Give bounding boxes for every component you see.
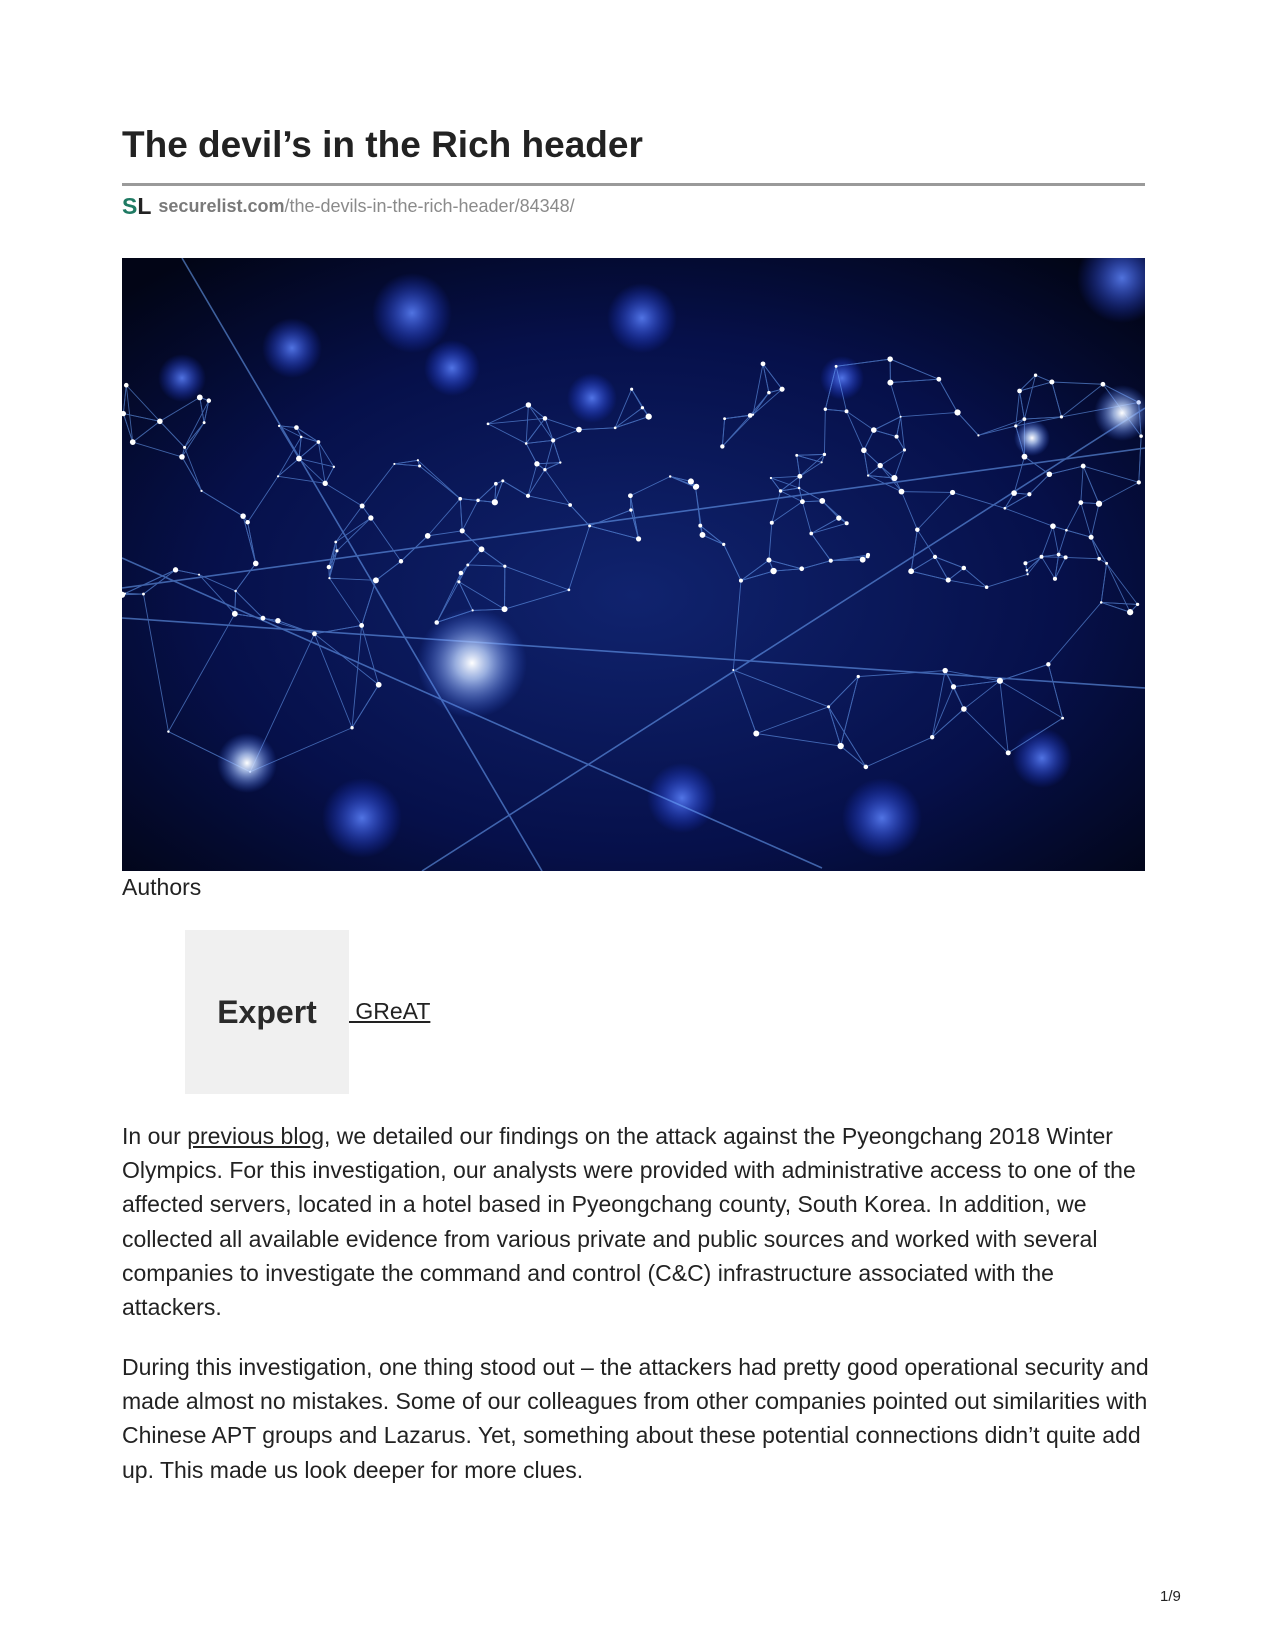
mesh-node (551, 438, 555, 442)
mesh-node (1100, 601, 1103, 604)
mesh-node (887, 356, 893, 362)
mesh-node (376, 682, 382, 688)
mesh-node (723, 417, 726, 420)
mesh-node (835, 365, 838, 368)
securelist-logo-icon: S L (122, 193, 152, 219)
mesh-node (1040, 555, 1044, 559)
mesh-node (588, 524, 591, 527)
mesh-node (1139, 434, 1143, 438)
mesh-node (459, 571, 464, 576)
mesh-node (900, 416, 902, 418)
mesh-node (1136, 603, 1139, 606)
mesh-node (1023, 561, 1027, 565)
mesh-node (694, 484, 700, 490)
mesh-node (1027, 492, 1031, 496)
mesh-node (688, 478, 694, 484)
mesh-node (891, 475, 897, 481)
mesh-node (457, 580, 460, 583)
mesh-node (824, 408, 827, 411)
mesh-node (1047, 471, 1053, 477)
mesh-node (1105, 562, 1108, 565)
source-path[interactable]: /the-devils-in-the-rich-header/84348/ (284, 195, 575, 216)
mesh-node (962, 566, 967, 571)
author-avatar[interactable] (185, 930, 349, 1094)
mesh-node (458, 497, 462, 501)
p1-rest-text: , we detailed our findings on the attack against the Pyeongchang 2018 Winter Olympics. For this investigation, our analysts were provided with administrative access to one of the affected servers, located in a hotel based in Pyeongchang county, South Korea. In addition, we collected all available evidence from various private and public sources and worked with several companies to investigate the command and control (C&C) infrastructure associated with the attackers. (122, 1123, 1136, 1321)
mesh-node (418, 464, 421, 467)
mesh-node (1101, 382, 1106, 387)
mesh-node (417, 459, 419, 461)
mesh-node (368, 515, 373, 520)
mesh-node (636, 536, 641, 541)
mesh-node (479, 546, 485, 552)
author-link-great[interactable]: GReAT (349, 998, 431, 1024)
mesh-node (878, 463, 883, 468)
mesh-node (770, 568, 776, 574)
body-paragraph-1 (122, 1119, 1152, 1324)
bokeh-light (647, 763, 717, 833)
mesh-node (899, 489, 905, 495)
mesh-node (829, 559, 833, 563)
mesh-node (525, 442, 528, 445)
mesh-node (954, 409, 960, 415)
bokeh-light (567, 373, 617, 423)
mesh-node (492, 499, 498, 505)
mesh-node (950, 490, 955, 495)
mesh-node (837, 743, 843, 749)
mesh-node (425, 533, 431, 539)
mesh-node (179, 454, 185, 460)
mesh-node (915, 527, 920, 532)
mesh-node (1026, 573, 1028, 575)
mesh-node (698, 524, 702, 528)
page-number: 1/9 (1160, 1588, 1181, 1605)
mesh-node (1081, 464, 1086, 469)
mesh-node (800, 499, 805, 504)
mesh-node (393, 463, 395, 465)
mesh-node (722, 543, 725, 546)
mesh-node (861, 448, 867, 454)
mesh-node (328, 577, 330, 579)
mesh-node (753, 731, 759, 737)
mesh-node (197, 394, 203, 400)
mesh-node (526, 494, 530, 498)
mesh-node (203, 421, 206, 424)
mesh-node (323, 481, 328, 486)
mesh-node (124, 383, 129, 388)
mesh-node (543, 416, 548, 421)
mesh-node (234, 590, 237, 593)
mesh-node (124, 593, 126, 595)
mesh-node (1137, 480, 1141, 484)
mesh-node (1034, 374, 1037, 377)
bokeh-light (372, 273, 452, 353)
mesh-node (335, 549, 338, 552)
bokeh-light (262, 318, 322, 378)
mesh-node (985, 585, 989, 589)
mesh-node (173, 567, 178, 572)
mesh-node (871, 427, 877, 433)
p1-lead-text: In our (122, 1123, 188, 1149)
mesh-node (946, 578, 951, 583)
mesh-node (350, 726, 353, 729)
mesh-node (942, 668, 947, 673)
mesh-node (200, 490, 202, 492)
mesh-node (629, 508, 632, 511)
mesh-node (526, 402, 531, 407)
mesh-node (961, 706, 967, 712)
network-mesh-image (122, 258, 1145, 871)
mesh-node (568, 589, 571, 592)
mesh-node (232, 611, 238, 617)
mesh-node (614, 426, 617, 429)
mesh-node (1006, 750, 1011, 755)
previous-blog-link[interactable]: previous blog (187, 1123, 325, 1149)
mesh-node (933, 555, 937, 559)
mesh-node (373, 577, 379, 583)
light-flare (217, 733, 277, 793)
mesh-node (245, 520, 249, 524)
mesh-node (903, 448, 906, 451)
mesh-node (360, 504, 365, 509)
mesh-node (767, 391, 771, 395)
article-title: The devil’s in the Rich header (122, 124, 643, 165)
mesh-node (1014, 424, 1017, 427)
mesh-node (766, 558, 771, 563)
mesh-node (501, 479, 504, 482)
mesh-node (761, 361, 766, 366)
bokeh-light (322, 778, 402, 858)
mesh-node (641, 406, 644, 409)
mesh-node (1017, 389, 1022, 394)
mesh-node (1060, 415, 1063, 418)
mesh-node (1127, 609, 1133, 615)
mesh-node (476, 499, 479, 502)
mesh-node (770, 477, 772, 479)
bokeh-light (1012, 728, 1072, 788)
mesh-node (951, 684, 956, 689)
source-line[interactable] (122, 195, 575, 217)
mesh-node (1078, 500, 1083, 505)
mesh-node (559, 461, 561, 463)
mesh-node (576, 427, 582, 433)
expert-badge-text: Expert (217, 993, 317, 1030)
mesh-node (1003, 507, 1006, 510)
mesh-node (1061, 717, 1064, 720)
mesh-node (568, 503, 572, 507)
mesh-node (1057, 553, 1061, 557)
mesh-node (399, 559, 403, 563)
mesh-node (860, 557, 866, 563)
mesh-node (908, 568, 914, 574)
mesh-node (795, 454, 798, 457)
mesh-node (845, 409, 849, 413)
mesh-node (312, 631, 317, 636)
mesh-node (857, 675, 860, 678)
mesh-node (819, 498, 825, 504)
mesh-node (261, 616, 266, 621)
bokeh-light (607, 283, 677, 353)
mesh-node (748, 413, 753, 418)
mesh-node (334, 541, 337, 544)
mesh-node (827, 705, 830, 708)
body-paragraph-2: During this investigation, one thing stood out – the attackers had pretty good operational security and made almost no mistakes. Some of our colleagues from other companies pointed out similarities with Chinese APT groups and Lazarus. Yet, something about these potential connections didn’t quite add up. This made us look deeper for more clues. (122, 1354, 1149, 1483)
mesh-node (770, 521, 774, 525)
authors-label: Authors (122, 874, 202, 900)
mesh-node (503, 565, 506, 568)
mesh-node (543, 468, 546, 471)
mesh-node (732, 669, 734, 671)
mesh-node (333, 466, 335, 468)
mesh-node (1096, 501, 1102, 507)
mesh-node (207, 398, 211, 402)
mesh-node (864, 765, 869, 770)
mesh-node (327, 565, 331, 569)
mesh-node (460, 528, 465, 533)
mesh-node (317, 440, 321, 444)
mesh-node (142, 593, 145, 596)
mesh-node (809, 532, 813, 536)
mesh-node (1022, 417, 1026, 421)
mesh-node (240, 513, 246, 519)
mesh-node (487, 422, 490, 425)
mesh-node (821, 461, 823, 463)
mesh-node (277, 475, 279, 477)
light-flare (417, 608, 527, 718)
mesh-node (779, 387, 784, 392)
mesh-node (296, 456, 302, 462)
mesh-node (167, 730, 169, 732)
mesh-node (198, 574, 200, 576)
mesh-node (895, 435, 899, 439)
source-domain[interactable]: securelist.com (158, 195, 285, 216)
mesh-node (866, 555, 870, 559)
mesh-node (534, 461, 539, 466)
mesh-node (798, 487, 801, 490)
mesh-node (669, 475, 671, 477)
mesh-node (157, 419, 163, 425)
mesh-node (1026, 569, 1029, 572)
mesh-node (494, 482, 498, 486)
mesh-node (130, 439, 136, 445)
mesh-node (797, 474, 802, 479)
mesh-node (1046, 662, 1050, 666)
mesh-node (887, 380, 893, 386)
mesh-node (1050, 523, 1056, 529)
mesh-node (1049, 379, 1054, 384)
mesh-node (752, 414, 754, 416)
mesh-node (646, 413, 652, 419)
title-divider (122, 183, 1145, 186)
mesh-node (739, 579, 743, 583)
mesh-node (278, 425, 280, 427)
mesh-node (1053, 577, 1057, 581)
mesh-node (977, 434, 979, 436)
bokeh-light (842, 778, 922, 858)
mesh-node (799, 566, 804, 571)
mesh-node (845, 521, 849, 525)
mesh-node (930, 735, 934, 739)
mesh-node (779, 489, 782, 492)
mesh-node (630, 388, 633, 391)
mesh-node (1064, 555, 1068, 559)
light-flare (1014, 420, 1050, 456)
bokeh-light (424, 340, 480, 396)
mesh-node (466, 564, 469, 567)
mesh-node (720, 444, 724, 448)
mesh-node (1065, 529, 1068, 532)
mesh-node (1089, 535, 1094, 540)
mesh-node (1097, 557, 1101, 561)
mesh-node (997, 678, 1003, 684)
mesh-node (1011, 490, 1017, 496)
mesh-node (300, 436, 303, 439)
mesh-node (183, 446, 186, 449)
mesh-node (502, 606, 508, 612)
mesh-node (867, 474, 869, 476)
mesh-node (936, 377, 941, 382)
mesh-node (700, 532, 706, 538)
mesh-node (359, 623, 364, 628)
mesh-node (836, 515, 841, 520)
mesh-node (253, 561, 259, 567)
mesh-node (275, 618, 280, 623)
mesh-node (823, 453, 826, 456)
hero-network-image (122, 258, 1145, 871)
mesh-node (628, 493, 633, 498)
mesh-node (294, 425, 299, 430)
